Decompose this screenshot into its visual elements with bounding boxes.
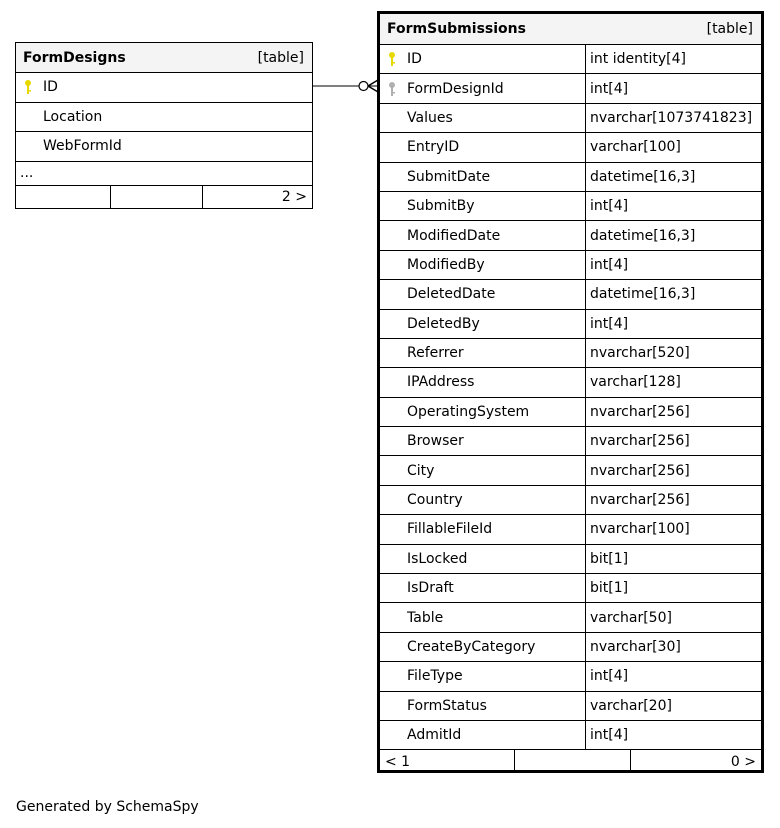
- foreign-key-icon: [387, 81, 407, 97]
- column-type: datetime[16,3]: [585, 280, 761, 308]
- column-type: datetime[16,3]: [585, 221, 761, 249]
- more-columns-ellipsis: ...: [16, 162, 312, 186]
- column-type: nvarchar[30]: [585, 633, 761, 661]
- column-name: Referrer: [407, 345, 464, 362]
- column-row[interactable]: [380, 574, 761, 603]
- column-row[interactable]: [16, 103, 312, 133]
- table-kind: [table]: [257, 49, 304, 66]
- column-name: IsDraft: [407, 580, 454, 597]
- column-row[interactable]: [380, 163, 761, 192]
- column-name: ModifiedBy: [407, 256, 485, 273]
- table-formsubmissions[interactable]: [377, 11, 764, 773]
- column-type: datetime[16,3]: [585, 163, 761, 191]
- column-name: DeletedBy: [407, 315, 480, 332]
- column-row[interactable]: [380, 310, 761, 339]
- column-name: Browser: [407, 433, 464, 450]
- column-name: FormStatus: [407, 697, 487, 714]
- column-name: ModifiedDate: [407, 227, 501, 244]
- table-header: [16, 43, 312, 73]
- column-type: nvarchar[256]: [585, 398, 761, 426]
- column-type: nvarchar[256]: [585, 486, 761, 514]
- column-row[interactable]: [16, 73, 312, 103]
- column-name: FillableFileId: [407, 521, 493, 538]
- column-name: EntryID: [407, 139, 460, 156]
- footer-middle: [111, 186, 203, 209]
- column-type: int[4]: [585, 251, 761, 279]
- column-name: Country: [407, 492, 463, 509]
- column-name: SubmitDate: [407, 168, 491, 185]
- footer-children: 0 >: [730, 753, 756, 770]
- column-name: Location: [43, 108, 103, 125]
- column-row[interactable]: [380, 45, 761, 74]
- footer-parents: [16, 186, 111, 209]
- column-row[interactable]: [380, 368, 761, 397]
- column-type: varchar[20]: [585, 692, 761, 720]
- column-row[interactable]: [380, 192, 761, 221]
- footer-parents[interactable]: < 1: [380, 750, 515, 773]
- column-row[interactable]: [16, 132, 312, 162]
- primary-key-icon: [387, 51, 407, 67]
- column-name: IPAddress: [407, 374, 475, 391]
- column-name: DeletedDate: [407, 286, 496, 303]
- column-type: varchar[50]: [585, 603, 761, 631]
- column-type: int[4]: [585, 74, 761, 102]
- table-name: FormDesigns: [23, 49, 126, 66]
- column-type: nvarchar[1073741823]: [585, 104, 761, 132]
- table-footer: [16, 186, 312, 209]
- column-row[interactable]: [380, 456, 761, 485]
- column-type: bit[1]: [585, 574, 761, 602]
- column-type: varchar[128]: [585, 368, 761, 396]
- column-row[interactable]: [380, 545, 761, 574]
- column-type: nvarchar[256]: [585, 427, 761, 455]
- table-name: FormSubmissions: [387, 21, 526, 37]
- column-name: OperatingSystem: [407, 403, 530, 420]
- column-name: WebFormId: [43, 138, 122, 155]
- column-type: nvarchar[520]: [585, 339, 761, 367]
- column-name: SubmitBy: [407, 198, 475, 215]
- column-name: CreateByCategory: [407, 639, 536, 655]
- column-row[interactable]: [380, 515, 761, 544]
- column-name: ID: [407, 51, 422, 68]
- column-name: AdmitId: [407, 727, 462, 744]
- column-row[interactable]: [380, 603, 761, 632]
- column-name: Table: [407, 609, 444, 626]
- column-row[interactable]: [380, 280, 761, 309]
- table-formdesigns[interactable]: [15, 42, 313, 209]
- column-name: ID: [43, 79, 58, 96]
- column-row[interactable]: [380, 251, 761, 280]
- column-type: int[4]: [585, 662, 761, 690]
- column-row[interactable]: [380, 133, 761, 162]
- column-name: FileType: [407, 668, 463, 685]
- column-type: int identity[4]: [585, 45, 761, 73]
- column-type: nvarchar[100]: [585, 515, 761, 543]
- generated-by-label: Generated by SchemaSpy: [16, 799, 199, 815]
- footer-middle: [515, 750, 631, 773]
- column-row[interactable]: [380, 74, 761, 103]
- column-type: varchar[100]: [585, 133, 761, 161]
- column-row[interactable]: [380, 221, 761, 250]
- column-type: bit[1]: [585, 545, 761, 573]
- column-type: nvarchar[256]: [585, 456, 761, 484]
- table-header: [380, 14, 761, 45]
- column-type: int[4]: [585, 310, 761, 338]
- column-row[interactable]: [380, 427, 761, 456]
- column-row[interactable]: [380, 339, 761, 368]
- column-row[interactable]: [380, 104, 761, 133]
- column-type: int[4]: [585, 721, 761, 749]
- column-row[interactable]: [380, 633, 761, 662]
- column-name: City: [407, 462, 435, 479]
- table-footer: [380, 750, 761, 773]
- column-row[interactable]: [380, 721, 761, 750]
- column-name: FormDesignId: [407, 80, 504, 97]
- column-type: int[4]: [585, 192, 761, 220]
- column-name: IsLocked: [407, 550, 468, 567]
- primary-key-icon: [23, 79, 43, 95]
- column-name: Values: [407, 109, 453, 126]
- column-row[interactable]: [380, 398, 761, 427]
- table-kind: [table]: [706, 21, 753, 37]
- column-row[interactable]: [380, 486, 761, 515]
- column-row[interactable]: [380, 662, 761, 691]
- column-row[interactable]: [380, 692, 761, 721]
- footer-children[interactable]: 2 >: [281, 189, 307, 205]
